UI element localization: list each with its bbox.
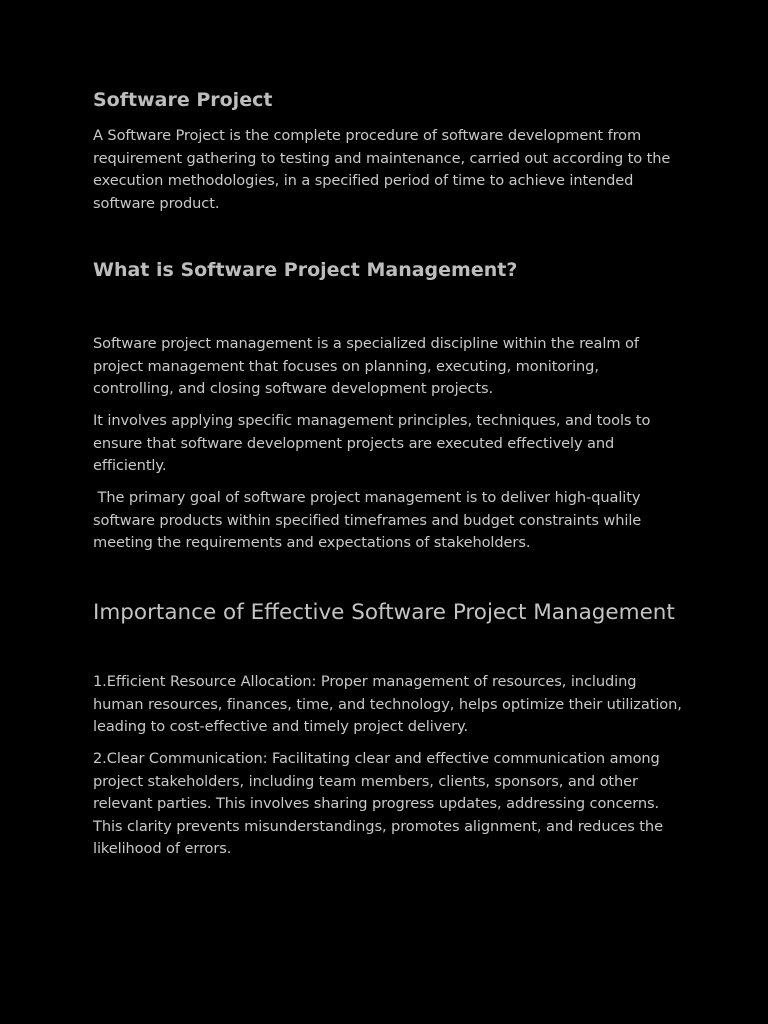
paragraph-spm-principles: It involves applying specific management principles, techniques, and tools to ensure that software development projects are executed effectively and efficiently. <box>93 412 651 474</box>
paragraph-spm-definition: Software project management is a specialized discipline within the realm of project management that focuses on planning, executing, monitoring, controlling, and closing software development projects. <box>93 335 639 397</box>
paragraph-software-project-definition: A Software Project is the complete procedure of software development from requirement gathering to testing and maintenance, carried out according to the execution methodologies, in a specified period of time to achieve intended software product. <box>93 127 671 212</box>
heading-importance-of-spm: Importance of Effective Software Project Management <box>93 600 675 625</box>
list-item-resource-allocation: 1.Efficient Resource Allocation: Proper management of resources, including human resources, finances, time, and technology, helps optimize their utilization, leading to cost-effective and timely project delivery. <box>93 673 682 735</box>
paragraph-spm-goal: The primary goal of software project management is to deliver high-quality software products within specified timeframes and budget constraints while meeting the requirements and expectations of stakeholders. <box>93 489 646 551</box>
heading-what-is-spm: What is Software Project Management? <box>93 259 518 281</box>
list-item-clear-communication: 2.Clear Communication: Facilitating clear and effective communication among project stakeholders, including team members, clients, sponsors, and other relevant parties. This involves sharing progress updates, addressing concerns. This clarity prevents misunderstandings, promotes alignment, and reduces the likelihood of errors. <box>93 750 663 857</box>
heading-software-project: Software Project <box>93 89 273 111</box>
